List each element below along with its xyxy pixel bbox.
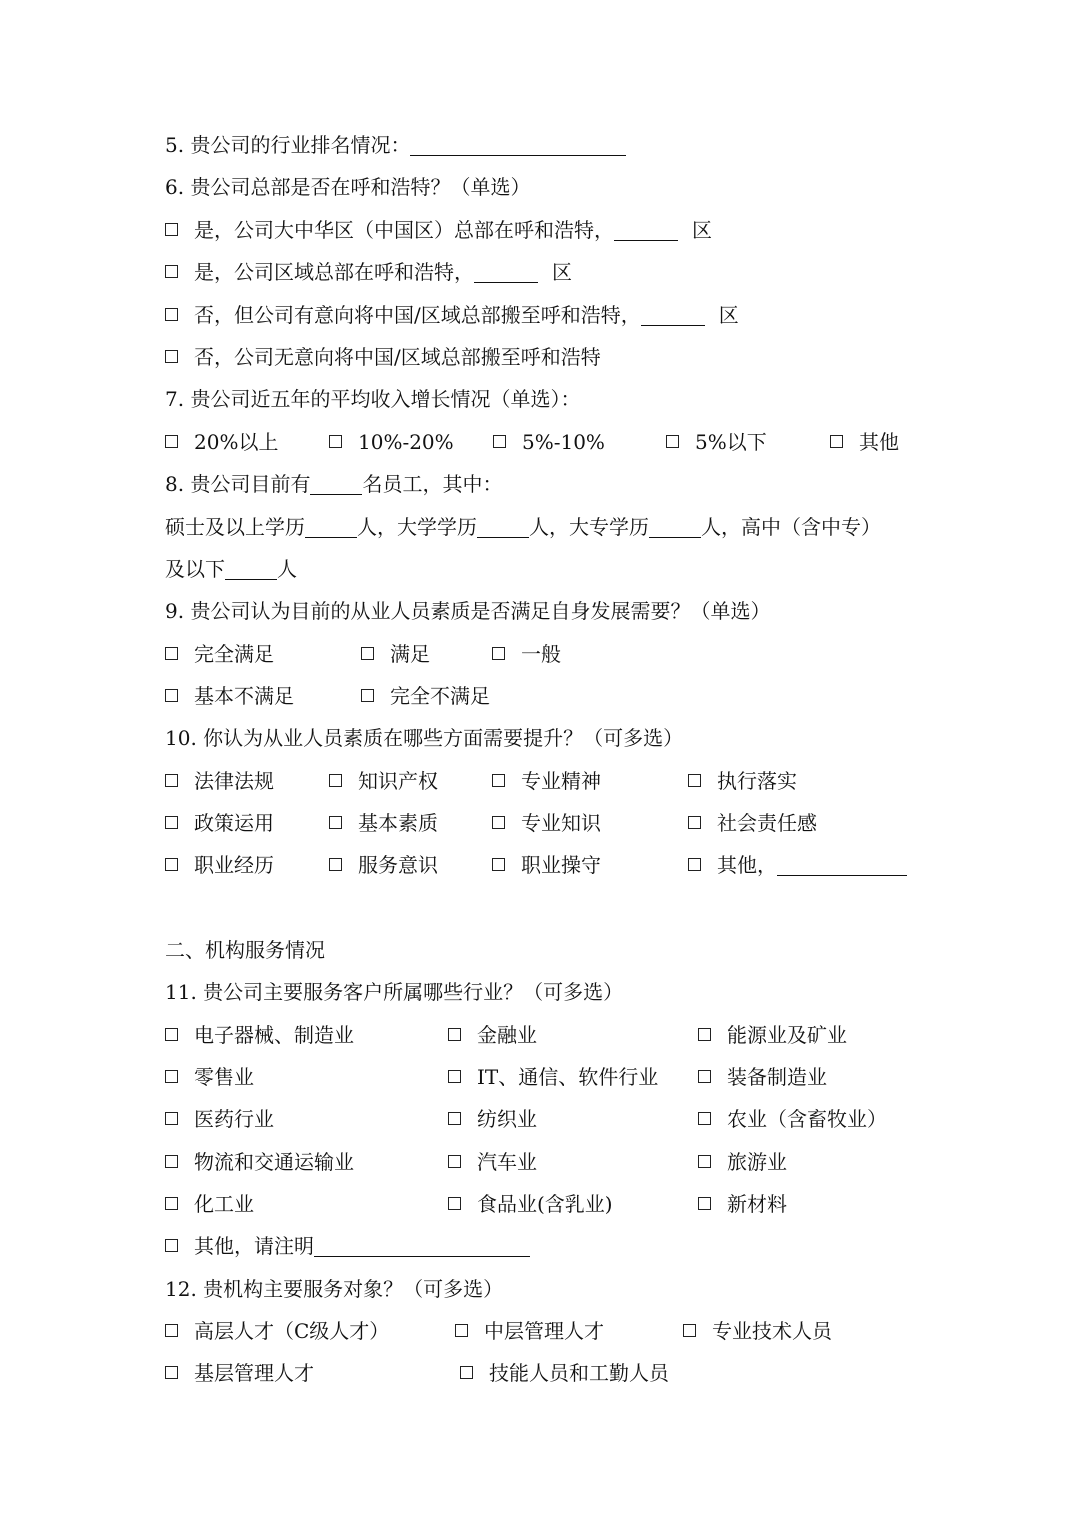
q11-option[interactable]: 物流和交通运输业 xyxy=(165,1148,354,1176)
checkbox[interactable] xyxy=(666,435,679,448)
q12-option[interactable]: 中层管理人才 xyxy=(455,1317,604,1345)
checkbox[interactable] xyxy=(329,435,342,448)
q10-option[interactable]: 专业知识 xyxy=(492,809,601,837)
district-blank[interactable] xyxy=(614,218,678,241)
q10-option[interactable]: 基本素质 xyxy=(329,809,438,837)
q11-option[interactable]: 能源业及矿业 xyxy=(698,1021,847,1049)
checkbox[interactable] xyxy=(165,647,178,660)
question-8-education-cont: 及以下 人 xyxy=(165,557,297,581)
q11-option[interactable]: 汽车业 xyxy=(448,1148,537,1176)
q11-option[interactable]: 金融业 xyxy=(448,1021,537,1049)
q11-option[interactable]: IT、通信、软件行业 xyxy=(448,1063,658,1091)
checkbox[interactable] xyxy=(492,816,505,829)
question-5 xyxy=(165,131,626,159)
q7-option[interactable]: 5%以下 xyxy=(666,428,767,456)
question-7-text: 7. 贵公司近五年的平均收入增长情况（单选）： xyxy=(165,387,581,411)
checkbox[interactable] xyxy=(165,265,178,278)
checkbox[interactable] xyxy=(165,435,178,448)
q9-option[interactable]: 满足 xyxy=(361,640,430,668)
checkbox[interactable] xyxy=(698,1197,711,1210)
ranking-blank[interactable] xyxy=(410,133,626,156)
q11-option[interactable]: 农业（含畜牧业） xyxy=(698,1105,887,1133)
question-8: 8. 贵公司目前有 名员工，其中： xyxy=(165,472,503,496)
question-12-text: 12. 贵机构主要服务对象？（可多选） xyxy=(165,1277,504,1301)
checkbox[interactable] xyxy=(165,1112,178,1125)
q10-option[interactable]: 专业精神 xyxy=(492,767,601,795)
checkbox[interactable] xyxy=(492,647,505,660)
checkbox[interactable] xyxy=(361,647,374,660)
q11-option[interactable]: 新材料 xyxy=(698,1190,787,1218)
q6-option-4[interactable]: 否，公司无意向将中国/区域总部搬至呼和浩特 xyxy=(165,343,601,371)
other-blank[interactable] xyxy=(777,853,907,876)
checkbox[interactable] xyxy=(688,858,701,871)
checkbox[interactable] xyxy=(165,350,178,363)
checkbox[interactable] xyxy=(165,774,178,787)
checkbox[interactable] xyxy=(698,1070,711,1083)
q6-option-2[interactable]: 是，公司区域总部在呼和浩特， 区 xyxy=(165,258,572,286)
checkbox[interactable] xyxy=(165,1197,178,1210)
q7-option[interactable]: 20%以上 xyxy=(165,428,278,456)
checkbox[interactable] xyxy=(165,1324,178,1337)
checkbox[interactable] xyxy=(165,1366,178,1379)
q10-option-other[interactable]: 其他， xyxy=(688,851,907,879)
checkbox[interactable] xyxy=(448,1197,461,1210)
q12-option[interactable]: 高层人才（C级人才） xyxy=(165,1317,389,1345)
checkbox[interactable] xyxy=(460,1366,473,1379)
checkbox[interactable] xyxy=(165,308,178,321)
q12-option[interactable]: 基层管理人才 xyxy=(165,1359,314,1387)
checkbox[interactable] xyxy=(329,816,342,829)
q11-option[interactable]: 纺织业 xyxy=(448,1105,537,1133)
q10-option[interactable]: 职业操守 xyxy=(492,851,601,879)
q10-option[interactable]: 知识产权 xyxy=(329,767,438,795)
question-11-text: 11. 贵公司主要服务客户所属哪些行业？（可多选） xyxy=(165,980,624,1004)
checkbox[interactable] xyxy=(165,1239,178,1252)
section-2-title: 二、机构服务情况 xyxy=(165,938,325,962)
q11-option[interactable]: 旅游业 xyxy=(698,1148,787,1176)
checkbox[interactable] xyxy=(455,1324,468,1337)
checkbox[interactable] xyxy=(361,689,374,702)
q10-option[interactable]: 职业经历 xyxy=(165,851,274,879)
q11-option[interactable]: 医药行业 xyxy=(165,1105,274,1133)
q9-option[interactable]: 基本不满足 xyxy=(165,682,294,710)
checkbox[interactable] xyxy=(698,1112,711,1125)
checkbox[interactable] xyxy=(165,223,178,236)
checkbox[interactable] xyxy=(683,1324,696,1337)
checkbox[interactable] xyxy=(492,774,505,787)
checkbox[interactable] xyxy=(698,1155,711,1168)
q11-option[interactable]: 食品业(含乳业) xyxy=(448,1190,613,1218)
q11-option[interactable]: 零售业 xyxy=(165,1063,254,1091)
checkbox[interactable] xyxy=(165,1028,178,1041)
q12-option[interactable]: 专业技术人员 xyxy=(683,1317,832,1345)
q6-option-1[interactable]: 是，公司大中华区（中国区）总部在呼和浩特， 区 xyxy=(165,216,712,244)
checkbox[interactable] xyxy=(329,774,342,787)
q11-option[interactable]: 电子器械、制造业 xyxy=(165,1021,354,1049)
district-blank[interactable] xyxy=(474,260,538,283)
checkbox[interactable] xyxy=(492,858,505,871)
other-industry-blank[interactable] xyxy=(314,1234,530,1257)
checkbox[interactable] xyxy=(448,1112,461,1125)
q11-option[interactable]: 化工业 xyxy=(165,1190,254,1218)
checkbox[interactable] xyxy=(698,1028,711,1041)
highschool-count-blank[interactable] xyxy=(225,557,277,580)
checkbox[interactable] xyxy=(448,1028,461,1041)
q10-option[interactable]: 法律法规 xyxy=(165,767,274,795)
checkbox[interactable] xyxy=(688,816,701,829)
q11-option-other[interactable]: 其他，请注明 xyxy=(165,1232,530,1260)
question-6-text: 6. 贵公司总部是否在呼和浩特？（单选） xyxy=(165,175,531,199)
checkbox[interactable] xyxy=(448,1070,461,1083)
q10-option[interactable]: 服务意识 xyxy=(329,851,438,879)
question-5-text: 5. 贵公司的行业排名情况： xyxy=(165,133,411,157)
q9-option[interactable]: 完全不满足 xyxy=(361,682,490,710)
checkbox[interactable] xyxy=(165,858,178,871)
checkbox[interactable] xyxy=(165,689,178,702)
checkbox[interactable] xyxy=(448,1155,461,1168)
checkbox[interactable] xyxy=(329,858,342,871)
q9-option[interactable]: 一般 xyxy=(492,640,561,668)
checkbox[interactable] xyxy=(493,435,506,448)
checkbox[interactable] xyxy=(688,774,701,787)
checkbox[interactable] xyxy=(830,435,843,448)
question-10-text: 10. 你认为从业人员素质在哪些方面需要提升？（可多选） xyxy=(165,726,684,750)
question-9-text: 9. 贵公司认为目前的从业人员素质是否满足自身发展需要？（单选） xyxy=(165,599,771,623)
q10-option[interactable]: 执行落实 xyxy=(688,767,797,795)
q9-option[interactable]: 完全满足 xyxy=(165,640,274,668)
question-8-education: 硕士及以上学历 人，大学学历 人，大专学历 人，高中（含中专） xyxy=(165,515,881,539)
masters-count-blank[interactable] xyxy=(305,515,357,538)
q6-option-3[interactable]: 否，但公司有意向将中国/区域总部搬至呼和浩特， 区 xyxy=(165,301,739,329)
checkbox[interactable] xyxy=(165,1070,178,1083)
q7-option[interactable]: 5%-10% xyxy=(493,428,605,456)
q7-option[interactable]: 10%-20% xyxy=(329,428,454,456)
checkbox[interactable] xyxy=(165,816,178,829)
q10-option[interactable]: 政策运用 xyxy=(165,809,274,837)
q12-option[interactable]: 技能人员和工勤人员 xyxy=(460,1359,669,1387)
employee-count-blank[interactable] xyxy=(310,472,362,495)
college-count-blank[interactable] xyxy=(649,515,701,538)
checkbox[interactable] xyxy=(165,1155,178,1168)
bachelor-count-blank[interactable] xyxy=(477,515,529,538)
q7-option[interactable]: 其他 xyxy=(830,428,899,456)
q11-option[interactable]: 装备制造业 xyxy=(698,1063,827,1091)
district-blank[interactable] xyxy=(641,303,705,326)
q10-option[interactable]: 社会责任感 xyxy=(688,809,817,837)
